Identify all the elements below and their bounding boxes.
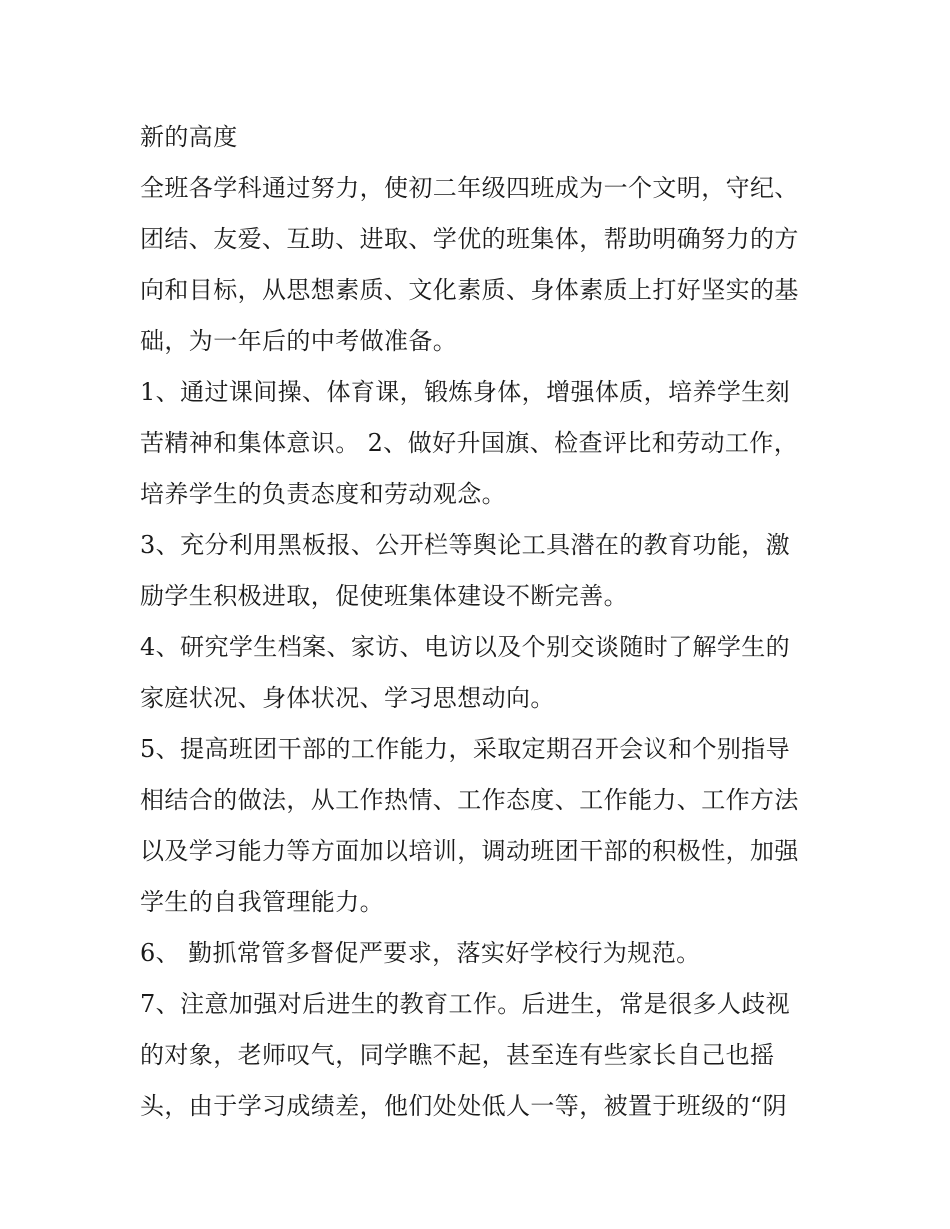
text-line: 励学生积极进取，促使班集体建设不断完善。 bbox=[140, 582, 628, 610]
text-line: 的对象，老师叹气，同学瞧不起，甚至连有些家长自己也摇 bbox=[140, 1041, 775, 1069]
text-line: 3、充分利用黑板报、公开栏等舆论工具潜在的教育功能，激 bbox=[140, 531, 791, 559]
text-line: 相结合的做法，从工作热情、工作态度、工作能力、工作方法 bbox=[140, 786, 799, 814]
text-line: 础，为一年后的中考做准备。 bbox=[140, 327, 458, 355]
text-line: 培养学生的负责态度和劳动观念。 bbox=[140, 480, 506, 508]
text-line: 团结、友爱、互助、进取、学优的班集体，帮助明确努力的方 bbox=[140, 225, 799, 253]
text-line: 7、注意加强对后进生的教育工作。后进生，常是很多人歧视 bbox=[140, 990, 791, 1018]
text-line: 以及学习能力等方面加以培训，调动班团干部的积极性，加强 bbox=[140, 837, 799, 865]
document-body bbox=[140, 112, 830, 1132]
text-line: 1、通过课间操、体育课，锻炼身体，增强体质，培养学生刻 bbox=[140, 378, 791, 406]
text-line: 苦精神和集体意识。 2、做好升国旗、检查评比和劳动工作， bbox=[140, 429, 799, 457]
text-line: 家庭状况、身体状况、学习思想动向。 bbox=[140, 684, 555, 712]
text-line: 头，由于学习成绩差，他们处处低人一等，被置于班级的“阴 bbox=[140, 1092, 788, 1120]
text-line: 全班各学科通过努力，使初二年级四班成为一个文明，守纪、 bbox=[140, 174, 799, 202]
text-line: 学生的自我管理能力。 bbox=[140, 888, 384, 916]
text-line: 4、研究学生档案、家访、电访以及个别交谈随时了解学生的 bbox=[140, 633, 791, 661]
heading-line: 新的高度 bbox=[140, 123, 238, 151]
text-line: 向和目标，从思想素质、文化素质、身体素质上打好坚实的基 bbox=[140, 276, 799, 304]
text-line: 5、提高班团干部的工作能力，采取定期召开会议和个别指导 bbox=[140, 735, 791, 763]
text-line: 6、 勤抓常管多督促严要求，落实好学校行为规范。 bbox=[140, 939, 701, 967]
